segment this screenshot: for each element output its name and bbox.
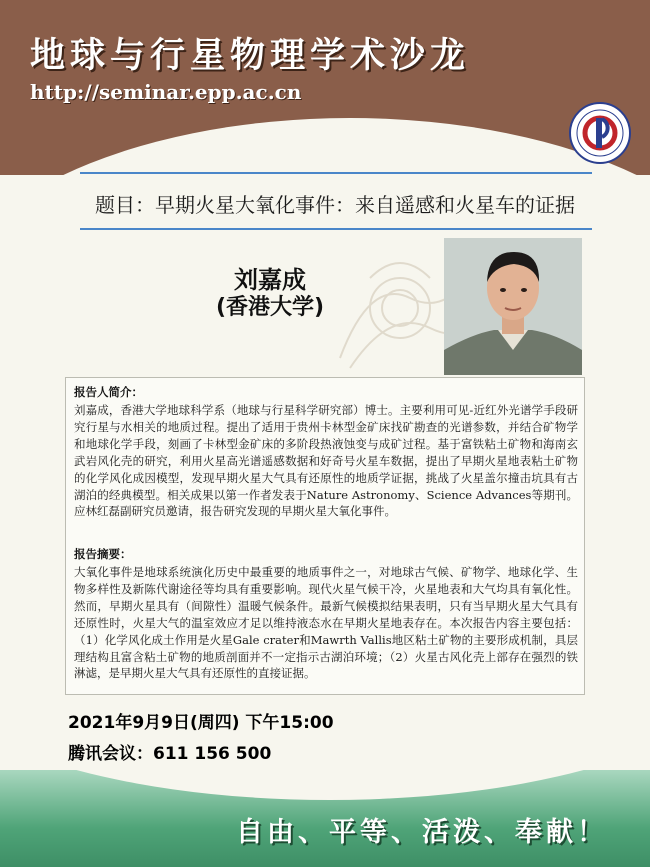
speaker-name: 刘嘉成	[234, 266, 306, 294]
seminar-title: 地球与行星物理学术沙龙	[30, 36, 471, 76]
footer-banner	[0, 770, 650, 867]
event-time: 2021年9月9日(周四) 下午15:00	[68, 713, 334, 733]
motto-text: 自由、平等、活泼、奉献！	[236, 817, 608, 848]
topic-rule-top	[80, 172, 592, 174]
report-info-box	[65, 377, 585, 695]
bio-label: 报告人简介：	[74, 385, 143, 399]
speaker-photo	[444, 238, 582, 375]
seminar-url[interactable]: http://seminar.epp.ac.cn	[30, 80, 302, 104]
institute-logo	[568, 101, 632, 165]
header-curve	[0, 118, 650, 175]
abstract-label: 报告摘要：	[74, 547, 132, 561]
abstract-text: 大氧化事件是地球系统演化历史中最重要的地质事件之一，对地球古气候、矿物学、地球化学、生物多样性及新陈代谢途径等均具有重要影响。现代火星气候干冷，火星地表和大气均具有氧化性。然而，早期火星具有（间隙性）温暖气候条件。最新气候模拟结果表明，只有当早期火星大气具有还原性时，火星大气的温室效应才足以维持液态水在早期火星地表存在。本次报告内容主要包括：（1）化学风化成土作用是火星Gale crater和Mawrth Vallis地区粘土矿物的主要形成机制，具层理结构且富含粘土矿物的地质剖面并不一定指示古湖泊环境；（2）火星古风化壳上部存在强烈的铁淋滤，是早期火星大气具有还原性的直接证据。	[74, 565, 578, 681]
bio-text: 刘嘉成，香港大学地球科学系（地球与行星科学研究部）博士。主要利用可见-近红外光谱学手段研究行星与水相关的地质过程。提出了适用于贵州卡林型金矿床找矿勘查的光谱参数，并结合矿物学和地球化学手段，刻画了卡林型金矿床的多阶段热液蚀变与成矿过程。基于富铁粘土矿物和海南玄武岩风化壳的研究，利用火星高光谱遥感数据和好奇号火星车数据，提出了早期火星地表粘土矿物的化学风化成因模型，发现早期火星大气具有还原性的地质学证据，挑战了火星盖尔撞击坑具有古湖泊的经典模型。相关成果以第一作者发表于Nature Astronomy、Science Advances等期刊。应林红磊副研究员邀请，报告研究发现的早期火星大氧化事件。	[74, 403, 578, 519]
meeting-id: 腾讯会议：611 156 500	[68, 744, 272, 764]
topic-rule-bottom	[80, 228, 592, 230]
speaker-affiliation: (香港大学)	[215, 295, 325, 320]
topic-title: 题目：早期火星大氧化事件：来自遥感和火星车的证据	[95, 193, 575, 217]
footer-curve	[0, 770, 650, 800]
header-banner	[0, 0, 650, 175]
